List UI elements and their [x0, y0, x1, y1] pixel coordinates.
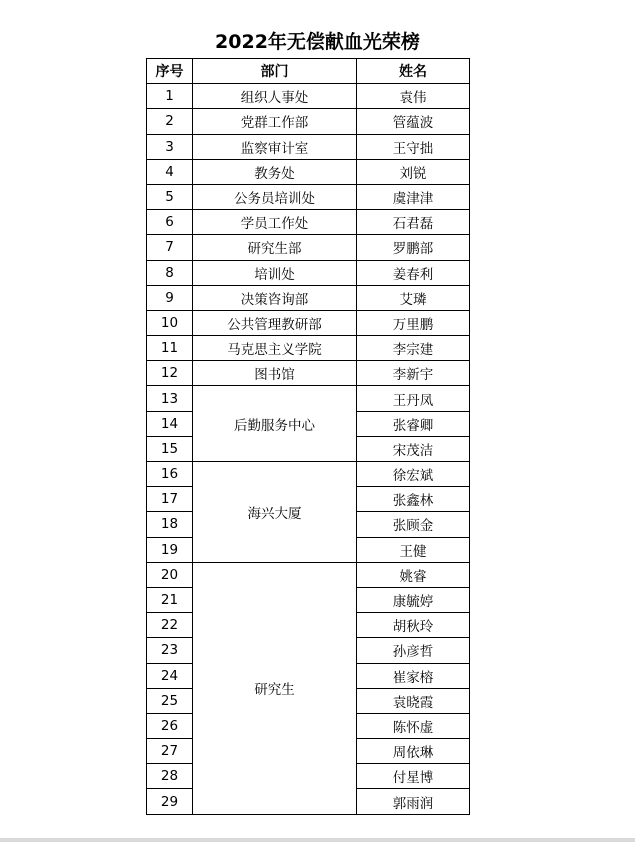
row-index: 28 [147, 764, 193, 789]
header-department: 部门 [193, 59, 357, 84]
page-title: 2022年无偿献血光荣榜 [215, 31, 420, 53]
table-row [147, 260, 470, 285]
table-row [147, 462, 470, 487]
row-name: 崔家榕 [357, 663, 470, 688]
header-index: 序号 [147, 59, 193, 84]
row-name: 万里鹏 [357, 310, 470, 335]
row-name: 付星博 [357, 764, 470, 789]
row-index: 21 [147, 587, 193, 612]
row-name: 陈怀虚 [357, 713, 470, 738]
table-row [147, 159, 470, 184]
row-name: 姚睿 [357, 562, 470, 587]
table-body [147, 84, 470, 814]
row-department: 图书馆 [193, 361, 357, 386]
row-index: 17 [147, 487, 193, 512]
row-name: 李宗建 [357, 336, 470, 361]
row-index: 4 [147, 159, 193, 184]
row-index: 29 [147, 789, 193, 814]
row-name: 李新宇 [357, 361, 470, 386]
row-department: 组织人事处 [193, 84, 357, 109]
row-name: 王丹凤 [357, 386, 470, 411]
row-index: 27 [147, 739, 193, 764]
table-row [147, 562, 470, 587]
row-name: 张睿卿 [357, 411, 470, 436]
row-name: 袁伟 [357, 84, 470, 109]
table-row [147, 310, 470, 335]
row-index: 14 [147, 411, 193, 436]
row-name: 刘锐 [357, 159, 470, 184]
table-header-row [147, 59, 470, 84]
row-department: 海兴大厦 [193, 462, 357, 563]
row-index: 2 [147, 109, 193, 134]
row-department: 培训处 [193, 260, 357, 285]
row-name: 郭雨润 [357, 789, 470, 814]
row-department: 公共管理教研部 [193, 310, 357, 335]
row-name: 袁晓霞 [357, 688, 470, 713]
table-row [147, 84, 470, 109]
table-row [147, 285, 470, 310]
page-bottom-edge [0, 838, 635, 842]
row-department: 决策咨询部 [193, 285, 357, 310]
row-index: 19 [147, 537, 193, 562]
row-name: 周依琳 [357, 739, 470, 764]
table-row [147, 134, 470, 159]
row-index: 25 [147, 688, 193, 713]
row-index: 10 [147, 310, 193, 335]
row-name: 王守拙 [357, 134, 470, 159]
row-name: 胡秋玲 [357, 613, 470, 638]
row-department: 党群工作部 [193, 109, 357, 134]
honor-roll-table [146, 58, 470, 815]
table-row [147, 361, 470, 386]
row-name: 罗鹏部 [357, 235, 470, 260]
row-index: 23 [147, 638, 193, 663]
row-name: 张顾金 [357, 512, 470, 537]
row-name: 虞津津 [357, 184, 470, 209]
row-index: 8 [147, 260, 193, 285]
row-department: 学员工作处 [193, 210, 357, 235]
row-department: 后勤服务中心 [193, 386, 357, 462]
row-name: 姜春利 [357, 260, 470, 285]
row-index: 6 [147, 210, 193, 235]
row-department: 马克思主义学院 [193, 336, 357, 361]
row-index: 1 [147, 84, 193, 109]
row-department: 研究生 [193, 562, 357, 814]
row-name: 王健 [357, 537, 470, 562]
row-department: 公务员培训处 [193, 184, 357, 209]
row-department: 教务处 [193, 159, 357, 184]
row-index: 26 [147, 713, 193, 738]
row-index: 16 [147, 462, 193, 487]
row-name: 徐宏斌 [357, 462, 470, 487]
row-name: 孙彦哲 [357, 638, 470, 663]
row-index: 7 [147, 235, 193, 260]
row-department: 监察审计室 [193, 134, 357, 159]
row-index: 24 [147, 663, 193, 688]
row-index: 13 [147, 386, 193, 411]
row-index: 18 [147, 512, 193, 537]
row-index: 20 [147, 562, 193, 587]
row-index: 11 [147, 336, 193, 361]
table-row [147, 210, 470, 235]
row-index: 15 [147, 436, 193, 461]
row-index: 12 [147, 361, 193, 386]
table-row [147, 109, 470, 134]
row-index: 5 [147, 184, 193, 209]
row-name: 石君磊 [357, 210, 470, 235]
row-index: 3 [147, 134, 193, 159]
header-name: 姓名 [357, 59, 470, 84]
row-name: 管蕴波 [357, 109, 470, 134]
row-name: 张鑫林 [357, 487, 470, 512]
row-index: 9 [147, 285, 193, 310]
row-name: 艾璘 [357, 285, 470, 310]
table-row [147, 386, 470, 411]
row-name: 宋茂洁 [357, 436, 470, 461]
table-row [147, 336, 470, 361]
row-department: 研究生部 [193, 235, 357, 260]
table-row [147, 184, 470, 209]
row-index: 22 [147, 613, 193, 638]
row-name: 康毓婷 [357, 587, 470, 612]
table-row [147, 235, 470, 260]
